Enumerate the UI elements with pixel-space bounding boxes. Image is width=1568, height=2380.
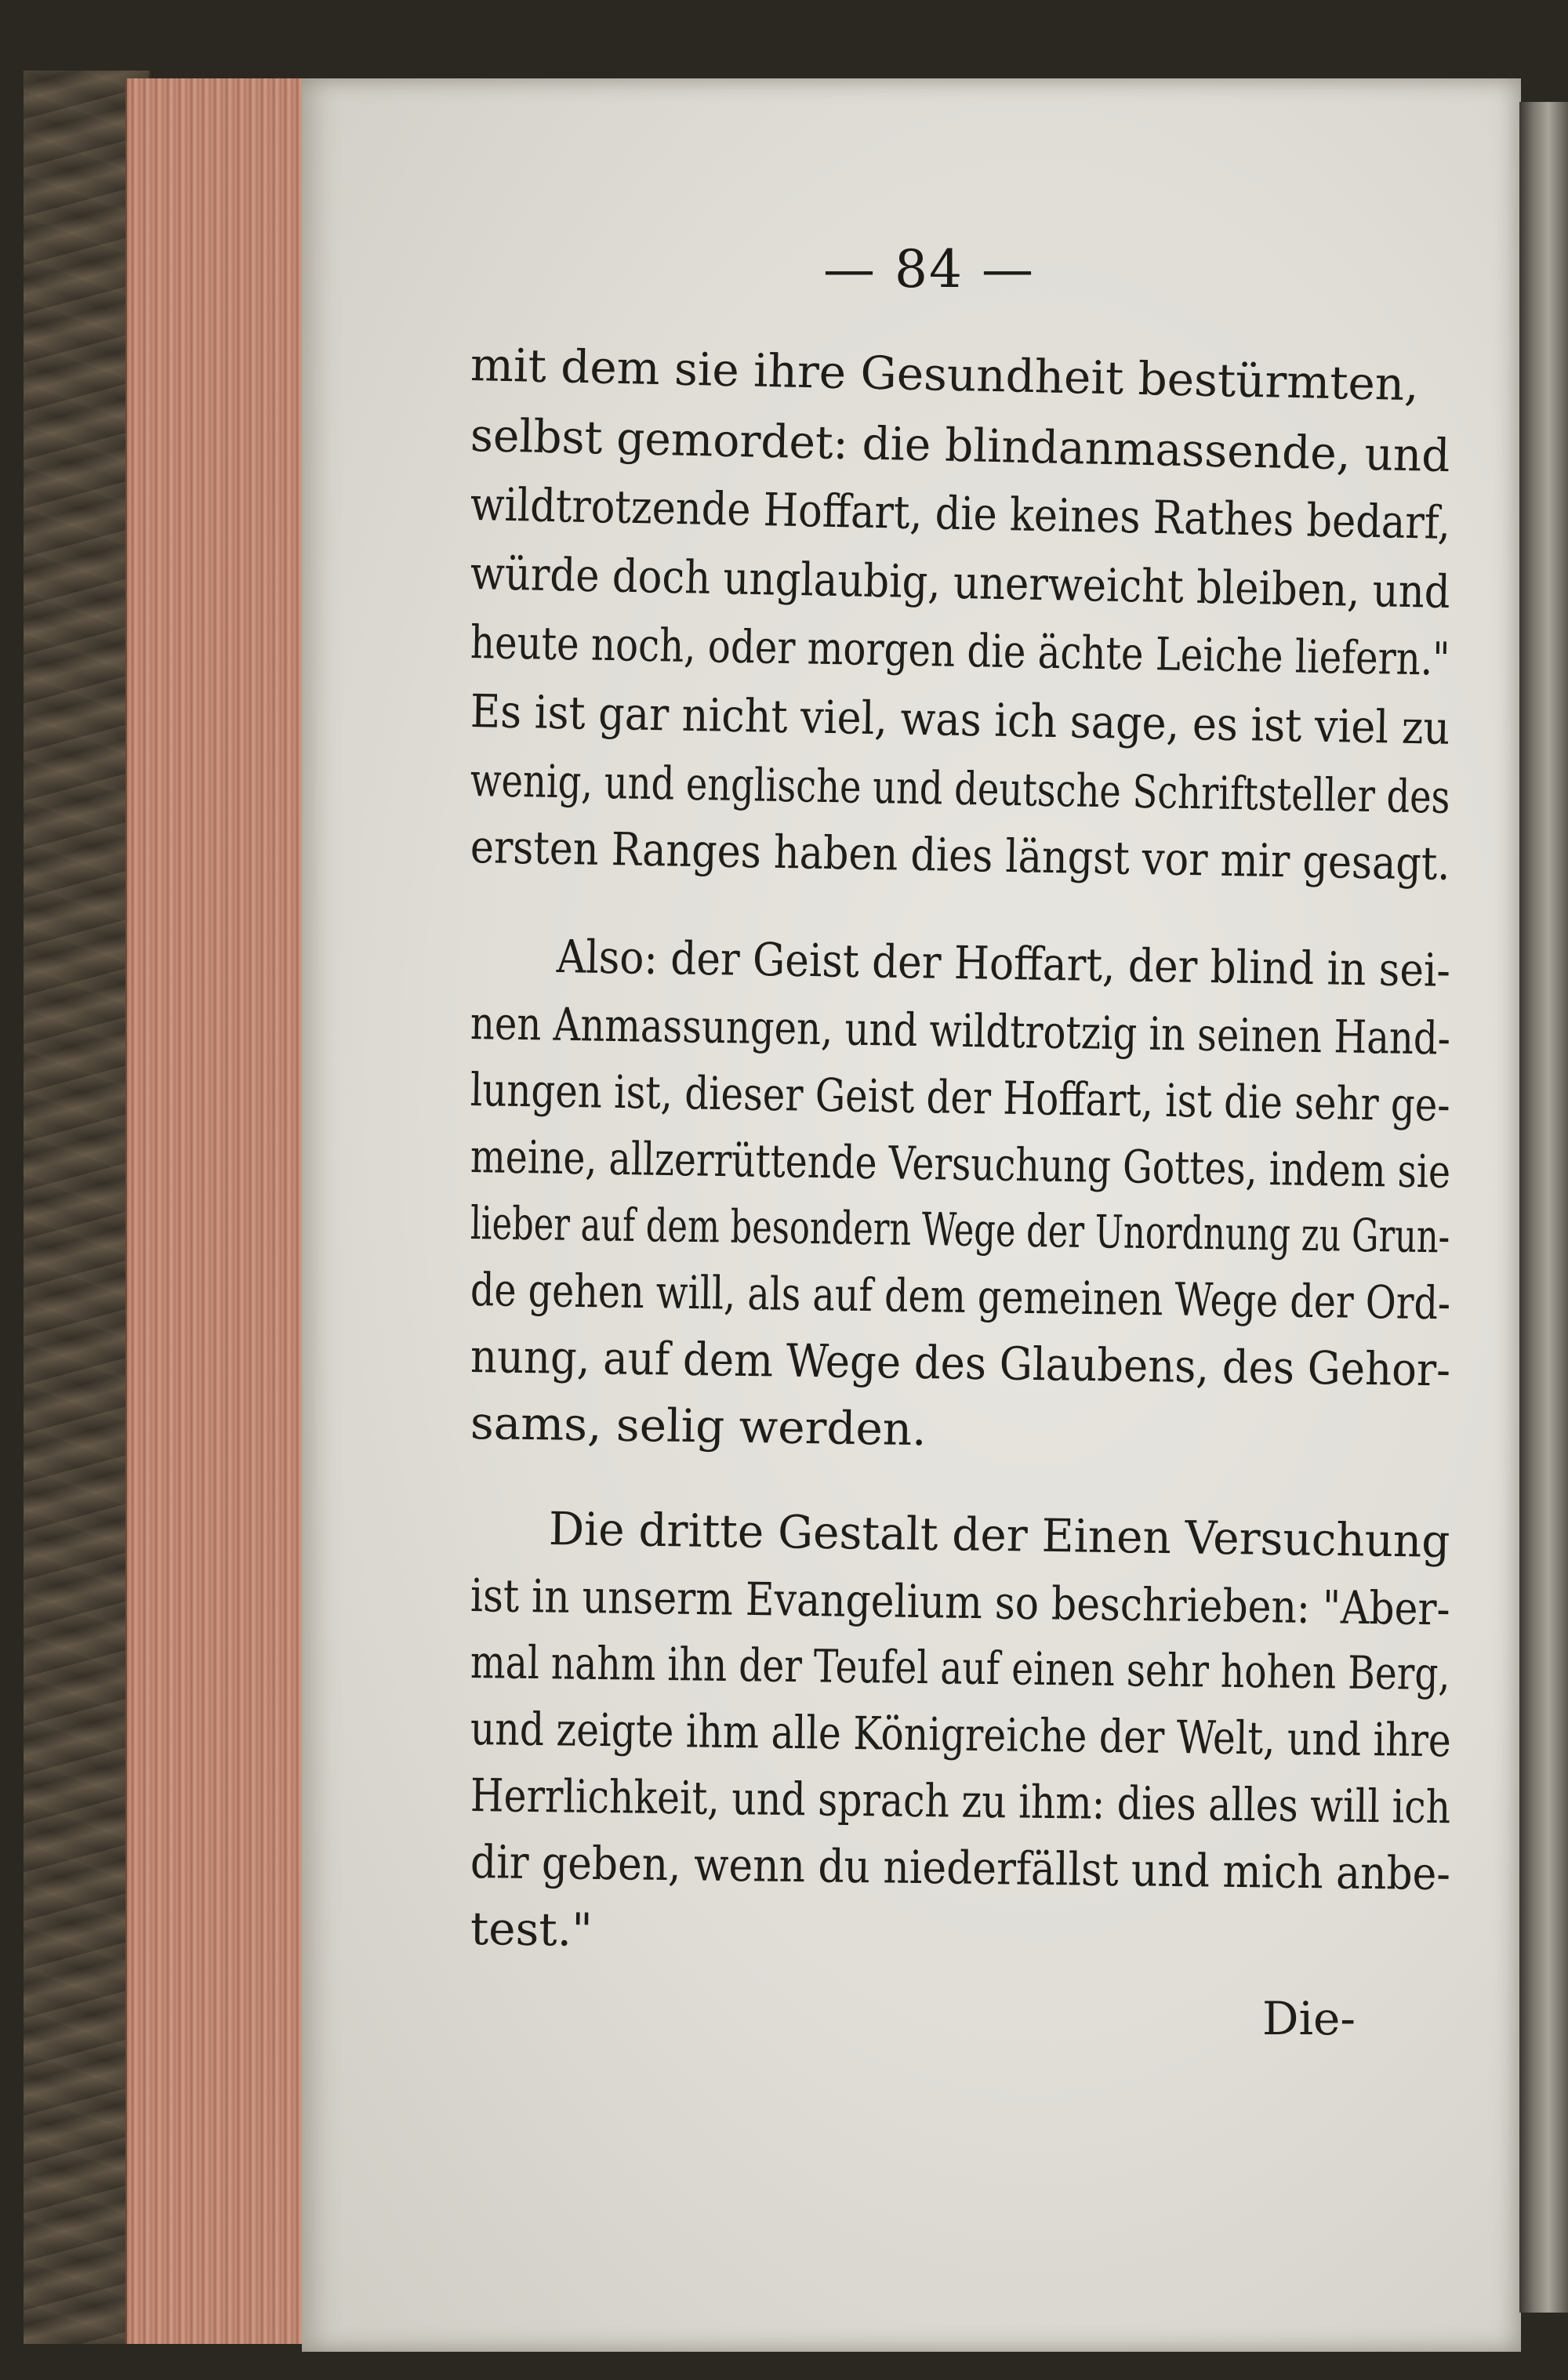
- text-line: Herrlichkeit, und sprach zu ihm: dies alles will ich: [470, 1769, 1451, 1834]
- text-line: meine, allzerrüttende Versuchung Gottes, indem sie: [470, 1130, 1451, 1199]
- text-line: dir geben, wenn du niederfällst und mich anbe-: [470, 1835, 1451, 1901]
- text-line: nung, auf dem Wege des Glaubens, des Gehor-: [470, 1330, 1451, 1397]
- text-line: mit dem sie ihre Gesundheit bestürmten,: [470, 338, 1420, 412]
- text-line: selbst gemordet: die blindanmassende, und: [470, 408, 1451, 483]
- text-line: lieber auf dem besondern Wege der Unordnung zu Grun-: [470, 1196, 1450, 1264]
- text-line: wildtrotzende Hoffart, die keines Rathes bedarf,: [470, 477, 1451, 550]
- text-line: ist in unserm Evangelium so beschrieben: "Aber-: [470, 1569, 1450, 1636]
- text-line: nen Anmassungen, und wildtrotzig in seinen Hand-: [470, 996, 1451, 1065]
- text-line: de gehen will, als auf dem gemeinen Wege der Ord-: [470, 1263, 1451, 1330]
- text-line: würde doch unglaubig, unerweicht bleiben, und: [470, 546, 1451, 619]
- text-line: Es ist gar nicht viel, was ich sage, es ist viel zu: [470, 684, 1450, 755]
- text-line: wenig, und englische und deutsche Schriftsteller des: [470, 753, 1451, 824]
- text-line: Die dritte Gestalt der Einen Versuchung: [548, 1502, 1450, 1569]
- text-line: mal nahm ihn der Teufel auf einen sehr hohen Berg,: [470, 1635, 1450, 1701]
- page-edges: [125, 78, 307, 2344]
- text-line: Also: der Geist der Hoffart, der blind in sei-: [556, 930, 1451, 997]
- facing-page-edge: [1519, 102, 1568, 2313]
- page-number: — 84 —: [823, 239, 1035, 299]
- text-line: sams, selig werden.: [470, 1396, 927, 1457]
- text-line: und zeigte ihm alle Königreiche der Welt, und ihre: [470, 1702, 1452, 1768]
- catchword: Die-: [1262, 1992, 1356, 2045]
- text-line: ersten Ranges haben dies längst vor mir gesagt.: [470, 820, 1451, 891]
- text-line: lungen ist, dieser Geist der Hoffart, ist die sehr ge-: [470, 1063, 1451, 1132]
- text-line: test.": [470, 1902, 593, 1957]
- text-line: heute noch, oder morgen die ächte Leiche liefern.": [470, 615, 1450, 686]
